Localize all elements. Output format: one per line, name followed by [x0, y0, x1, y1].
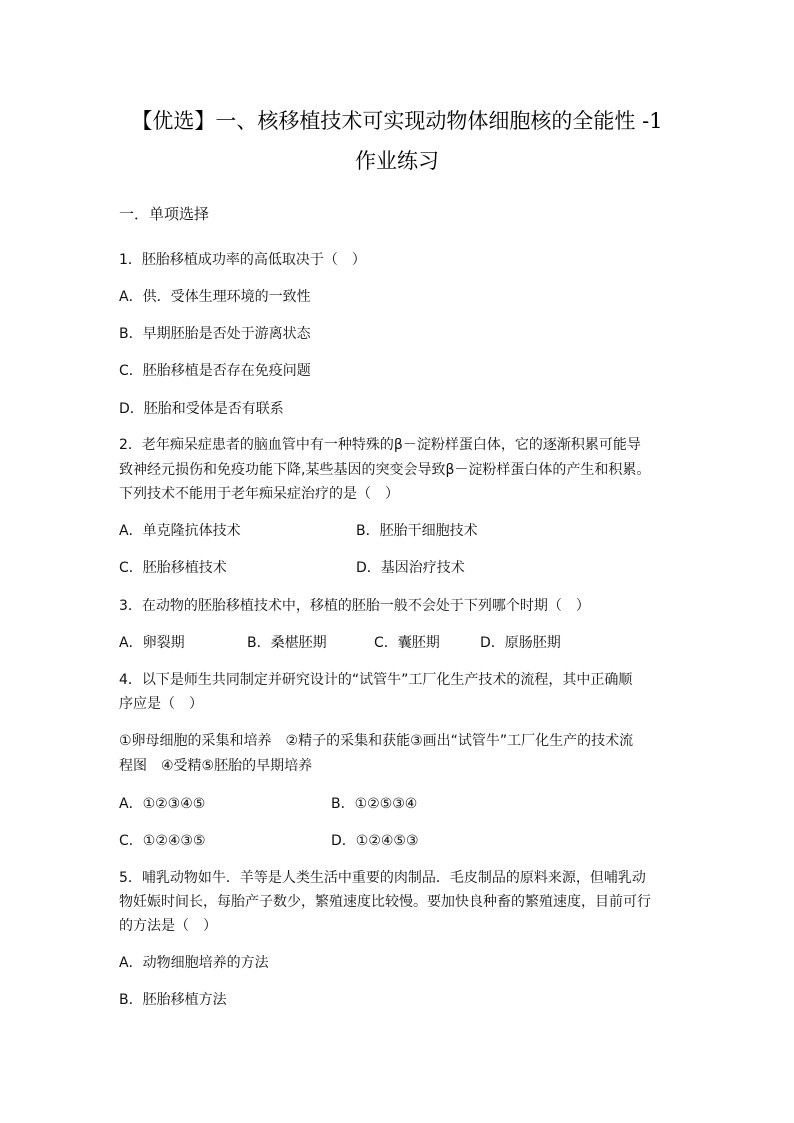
question-2-option-d: D．基因治疗技术 [356, 560, 465, 576]
question-4-option-a: A．①②③④⑤ [119, 796, 206, 812]
question-4-stem-line-1: 4．以下是师生共同制定并研究设计的“试管牛”工厂化生产技术的流程，其中正确顺 [119, 672, 633, 688]
question-2-option-c: C．胚胎移植技术 [119, 560, 227, 576]
question-3-option-d: D．原肠胚期 [480, 635, 561, 651]
document-title: 【优选】一、核移植技术可实现动物体细胞核的全能性 -1 [131, 109, 663, 133]
question-1-option-b: B．早期胚胎是否处于游离状态 [119, 326, 311, 342]
question-5-stem-line-1: 5．哺乳动物如牛．羊等是人类生活中重要的肉制品．毛皮制品的原料来源，但哺乳动 [119, 870, 646, 886]
question-5-stem-line-3: 的方法是（ ） [119, 918, 217, 934]
question-4-stem-line-2: 序应是（ ） [119, 696, 203, 712]
question-4-option-d: D．①②④⑤③ [331, 833, 419, 849]
question-2-option-a: A．单克隆抗体技术 [119, 523, 241, 539]
question-2-option-b: B．胚胎干细胞技术 [356, 523, 478, 539]
question-3-option-a: A．卵裂期 [119, 635, 185, 651]
question-5-option-a: A．动物细胞培养的方法 [119, 955, 269, 971]
question-1-option-d: D．胚胎和受体是否有联系 [119, 401, 284, 417]
question-1-option-a: A．供．受体生理环境的一致性 [119, 289, 311, 305]
question-4-option-c: C．①②④③⑤ [119, 833, 206, 849]
question-2-stem-line-1: 2．老年痴呆症患者的脑血管中有一种特殊的β－淀粉样蛋白体，它的逐渐积累可能导 [119, 437, 641, 453]
question-3-option-c: C．囊胚期 [374, 635, 440, 651]
question-5-option-b: B．胚胎移植方法 [119, 992, 227, 1008]
document-subtitle: 作业练习 [355, 149, 439, 173]
question-3-stem: 3．在动物的胚胎移植技术中，移植的胚胎一般不会处于下列哪个时期（ ） [119, 598, 590, 614]
question-2-stem-line-2: 致神经元损伤和免疫功能下降,某些基因的突变会导致β－淀粉样蛋白体的产生和积累。 [119, 462, 651, 478]
question-1-option-c: C．胚胎移植是否存在免疫问题 [119, 363, 311, 379]
question-2-stem-line-3: 下列技术不能用于老年痴呆症治疗的是（ ） [119, 486, 399, 502]
question-3-option-b: B．桑椹胚期 [247, 635, 327, 651]
question-1-stem: 1．胚胎移植成功率的高低取决于（ ） [119, 252, 366, 268]
question-4-steps-line-1: ①卵母细胞的采集和培养 ②精子的采集和获能③画出“试管牛”工厂化生产的技术流 [119, 733, 634, 749]
question-4-option-b: B．①②⑤③④ [331, 796, 418, 812]
question-5-stem-line-2: 物妊娠时间长，每胎产子数少，繁殖速度比较慢。要加快良种畜的繁殖速度，目前可行 [119, 894, 651, 910]
question-4-steps-line-2: 程图 ④受精⑤胚胎的早期培养 [119, 758, 313, 774]
section-heading: 一．单项选择 [119, 205, 210, 223]
